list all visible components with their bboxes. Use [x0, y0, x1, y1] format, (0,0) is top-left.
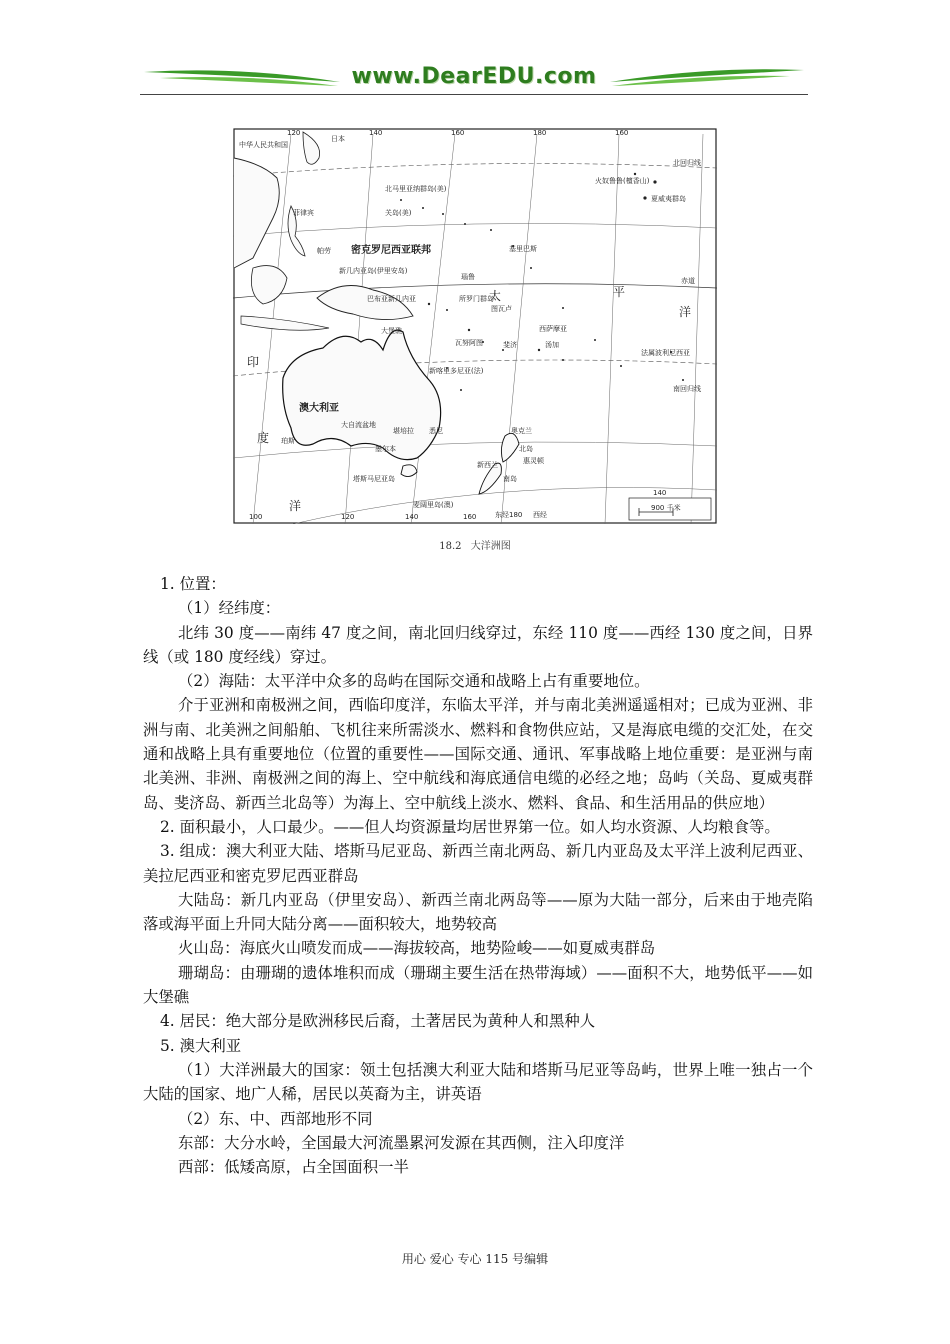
label-vanuatu: 瓦努阿图	[455, 339, 483, 347]
tick-bottom-5: 140	[653, 489, 667, 497]
label-new-zealand: 新西兰	[477, 461, 498, 469]
header-banner	[140, 60, 808, 96]
label-tuvalu: 图瓦卢	[491, 305, 512, 313]
label-guam: 关岛(美)	[385, 209, 412, 217]
label-northern-mariana: 北马里亚纳群岛(美)	[385, 185, 447, 193]
label-australia: 澳大利亚	[299, 403, 339, 414]
label-solomon: 所罗门群岛	[459, 295, 494, 303]
header-rule	[140, 94, 808, 95]
label-sydney: 悉尼	[429, 427, 443, 435]
label-papua: 巴布亚新几内亚	[367, 295, 416, 303]
paragraph-largest-country: （1）大洋洲最大的国家：领土包括澳大利亚大陆和塔斯马尼亚等岛屿，世界上唯一独占一个大陆的国家、地广人稀，居民以英裔为主，讲英语	[143, 1060, 813, 1104]
label-fiji: 斐济	[503, 341, 517, 349]
label-indian-ocean-2: 度	[257, 431, 270, 445]
tick-bottom-4: 160	[463, 513, 477, 521]
label-samoa: 西萨摩亚	[539, 325, 567, 333]
label-tonga: 汤加	[545, 341, 559, 349]
label-new-guinea: 新几内亚岛(伊里安岛)	[339, 267, 408, 275]
subheading-coordinates: （1）经纬度：	[178, 599, 281, 618]
label-honolulu: 火奴鲁鲁(檀香山)	[595, 177, 650, 185]
site-title[interactable]: www.DearEDU.com	[351, 64, 597, 89]
label-tasmania: 塔斯马尼亚岛	[353, 475, 395, 483]
main-content	[143, 572, 813, 1179]
tick-top-1: 120	[287, 129, 301, 137]
label-pacific-1: 太	[489, 289, 502, 303]
label-south-island: 南岛	[503, 475, 517, 483]
label-scale: 900 千米	[651, 504, 681, 512]
label-tropic-south: 南回归线	[673, 385, 701, 393]
map-caption: 18.2 大洋洲图	[439, 541, 511, 552]
map-graphic	[233, 128, 717, 524]
label-macquarie: 麦阔里岛(澳)	[413, 501, 454, 509]
label-new-caledonia: 新喀里多尼亚(法)	[429, 367, 484, 375]
label-polynesia: 法属波利尼西亚	[641, 349, 690, 357]
label-perth: 珀斯	[281, 437, 295, 445]
label-hawaii: 夏威夷群岛	[651, 195, 686, 203]
tick-top-5: 160	[615, 129, 629, 137]
paragraph-east-terrain: 东部：大分水岭，全国最大河流墨累河发源在其西侧，注入印度洋	[178, 1133, 625, 1152]
section-australia: 5. 澳大利亚	[160, 1036, 242, 1055]
section-location-heading: 1. 位置：	[160, 575, 226, 593]
label-equator: 赤道	[681, 277, 695, 285]
label-auckland: 奥克兰	[511, 427, 532, 435]
paragraph-land-sea: 介于亚洲和南极洲之间，西临印度洋，东临太平洋，并与南北美洲遥遥相对；已成为亚洲、非洲与南、北美洲之间船舶、飞机往来所需淡水、燃料和食物供应站，又是海底电缆的交汇处，在交通和战略上具有重要地位（位置的重要性——国际交通、通讯、军事战略上地位重要：是亚洲与南北美洲、非洲、南极洲之间的海上、空中航线和海底通信电缆的必经之地；岛屿（关岛、夏威夷群岛、斐济岛、新西兰北岛等）为海上、空中航线上淡水、燃料、食品、和生活用品的供应地）	[143, 696, 813, 812]
paragraph-west-terrain: 西部：低矮高原，占全国面积一半	[178, 1158, 409, 1177]
label-great-artesian: 大自流盆地	[341, 421, 376, 429]
label-indian-ocean-1: 印	[247, 355, 260, 369]
label-micronesia: 密克罗尼西亚联邦	[351, 245, 431, 256]
label-china: 中华人民共和国	[239, 141, 288, 149]
section-residents: 4. 居民：绝大部分是欧洲移民后裔，土著居民为黄种人和黑种人	[160, 1012, 596, 1031]
subheading-terrain: （2）东、中、西部地形不同	[178, 1109, 373, 1128]
label-palau: 帕劳	[317, 247, 331, 255]
tick-bottom-3: 140	[405, 513, 419, 521]
paragraph-coral-islands: 珊瑚岛：由珊瑚的遗体堆积而成（珊瑚主要生活在热带海域）——面积不大，地势低平——如大堡礁	[143, 963, 813, 1007]
section-area-population: 2. 面积最小，人口最少。——但人均资源量均居世界第一位。如人均水资源、人均粮食等。	[160, 817, 780, 836]
page-footer: 用心 爱心 专心 115 号编辑	[401, 1252, 549, 1266]
tick-top-2: 140	[369, 129, 383, 137]
label-pacific-2: 平	[613, 285, 626, 299]
label-indian-ocean-3: 洋	[289, 499, 302, 513]
label-kiribati: 基里巴斯	[509, 245, 537, 253]
tick-top-4: 180	[533, 129, 547, 137]
label-melbourne: 墨尔本	[375, 445, 396, 453]
label-west: 西经	[533, 511, 547, 519]
paragraph-volcanic-islands: 火山岛：海底火山喷发而成——海拔较高，地势险峻——如夏威夷群岛	[178, 939, 656, 958]
subheading-land-sea: （2）海陆：太平洋中众多的岛屿在国际交通和战略上占有重要地位。	[178, 672, 650, 691]
tick-bottom-1: 100	[249, 513, 263, 521]
label-nauru: 瑙鲁	[461, 273, 475, 281]
label-wellington: 惠灵顿	[523, 457, 544, 465]
label-north-island: 北岛	[519, 445, 533, 453]
oceania-map	[233, 128, 717, 524]
paragraph-coordinates: 北纬 30 度——南纬 47 度之间，南北回归线穿过，东经 110 度——西经 130 度之间，日界线（或 180 度经线）穿过。	[143, 623, 813, 666]
tick-bottom-2: 120	[341, 513, 355, 521]
label-great-barrier: 大堡礁	[381, 327, 402, 335]
section-composition: 3. 组成：澳大利亚大陆、塔斯马尼亚岛、新西兰南北两岛、新几内亚岛及太平洋上波利尼西亚、美拉尼西亚和密克罗尼西亚群岛	[143, 842, 813, 885]
label-e180: 东经180	[495, 511, 523, 519]
label-pacific-3: 洋	[679, 305, 692, 319]
tick-top-3: 160	[451, 129, 465, 137]
label-tropic-north: 北回归线	[673, 159, 701, 167]
label-japan: 日本	[331, 135, 345, 143]
paragraph-continental-islands: 大陆岛：新几内亚岛（伊里安岛）、新西兰南北两岛等——原为大陆一部分，后来由于地壳陷落或海平面上升同大陆分离——面积较大，地势较高	[143, 890, 813, 934]
label-canberra: 堪培拉	[393, 427, 414, 435]
label-philippines: 菲律宾	[293, 209, 314, 217]
